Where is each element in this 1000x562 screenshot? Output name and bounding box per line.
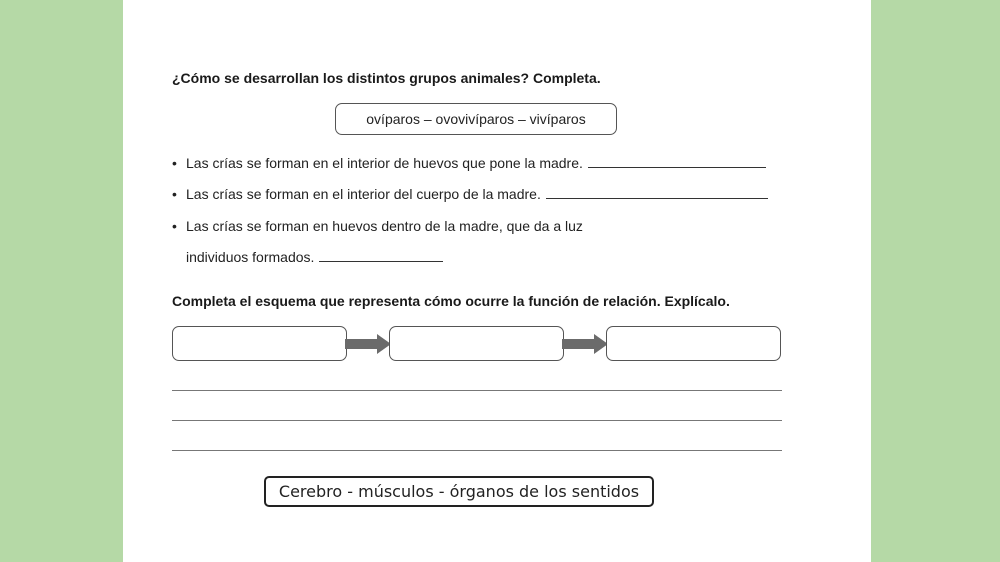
answer-line[interactable] [172,420,782,421]
scheme-box-2[interactable] [389,326,564,361]
answer-line[interactable] [172,390,782,391]
fill-item-1-text: Las crías se forman en el interior de huevos que pone la madre. [186,155,583,171]
scheme-box-1[interactable] [172,326,347,361]
fill-item-3-blank[interactable] [319,260,443,262]
fill-item-3-text: Las crías se forman en huevos dentro de la madre, que da a luz [186,218,583,234]
question-1-title: ¿Cómo se desarrollan los distintos grupos animales? Completa. [172,70,601,86]
fill-item-1 [172,155,766,171]
fill-item-1-blank[interactable] [588,166,766,168]
question-2-title: Completa el esquema que representa cómo ocurre la función de relación. Explícalo. [172,293,730,309]
scheme-box-3[interactable] [606,326,781,361]
fill-item-3 [172,218,583,234]
fill-item-2-blank[interactable] [546,197,768,199]
arrow-right-icon [562,334,608,354]
bullet-icon: • [172,155,177,171]
fill-item-2 [172,186,768,202]
worksheet-page [123,0,871,562]
answer-line[interactable] [172,450,782,451]
arrow-right-icon [345,334,391,354]
fill-item-2-text: Las crías se forman en el interior del cuerpo de la madre. [186,186,541,202]
word-bank-2: Cerebro - músculos - órganos de los sentidos [264,476,654,507]
word-bank-1: ovíparos – ovovivíparos – vivíparos [335,103,617,135]
fill-item-3-continuation [186,249,443,265]
fill-item-3-continuation-text: individuos formados. [186,249,315,265]
bullet-icon: • [172,186,177,202]
bullet-icon: • [172,218,177,234]
